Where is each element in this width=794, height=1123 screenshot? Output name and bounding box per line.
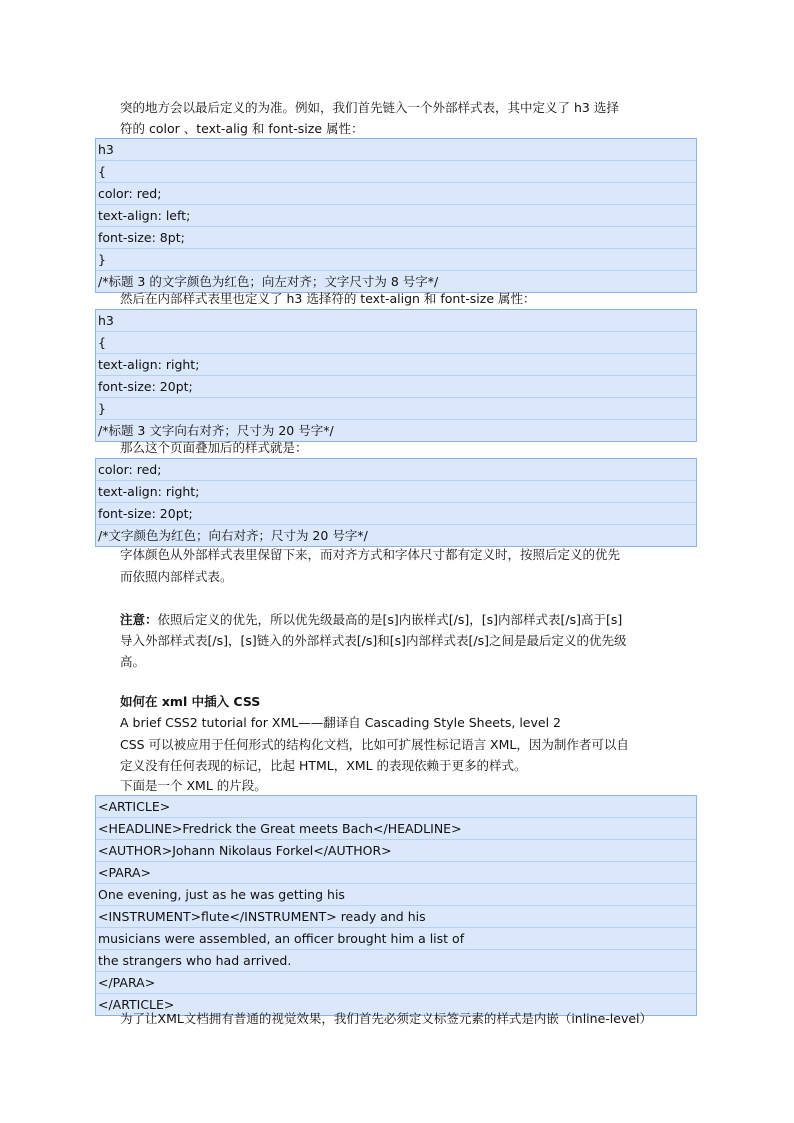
paragraph-line: 下面是一个 XML 的片段。	[120, 778, 267, 793]
code-line: One evening, just as he was getting his	[96, 884, 696, 906]
code-line: <PARA>	[96, 862, 696, 884]
code-line: </PARA>	[96, 972, 696, 994]
code-line: font-size: 20pt;	[96, 503, 696, 525]
code-line: {	[96, 332, 696, 354]
code-line: color: red;	[96, 183, 696, 205]
note-line	[120, 609, 622, 630]
code-line: font-size: 8pt;	[96, 227, 696, 249]
paragraph-line: 定义没有任何表现的标记，比起 HTML，XML 的表现依赖于更多的样式。	[120, 758, 527, 773]
note-label: 注意：	[120, 612, 158, 627]
paragraph-line: CSS 可以被应用于任何形式的结构化文档，比如可扩展性标记语言 XML，因为制作者可以自	[120, 737, 629, 752]
paragraph-line: 符的 color 、text-alig 和 font-size 属性：	[120, 121, 364, 136]
paragraph-line: 而依照内部样式表。	[120, 569, 233, 584]
code-line: <ARTICLE>	[96, 796, 696, 818]
code-line: color: red;	[96, 459, 696, 481]
code-line: font-size: 20pt;	[96, 376, 696, 398]
note-line: 导入外部样式表[/s]，[s]链入的外部样式表[/s]和[s]内部样式表[/s]之间是最后定义的优先级	[120, 633, 627, 648]
paragraph-line: 为了让XML文档拥有普通的视觉效果，我们首先必须定义标签元素的样式是内嵌（inline-level）	[120, 1011, 653, 1026]
paragraph-line: A brief CSS2 tutorial for XML——翻译自 Cascading Style Sheets, level 2	[120, 715, 561, 730]
code-block-combined-style	[95, 458, 697, 547]
code-line: the strangers who had arrived.	[96, 950, 696, 972]
section-heading: 如何在 xml 中插入 CSS	[120, 694, 261, 709]
code-line: musicians were assembled, an officer brought him a list of	[96, 928, 696, 950]
paragraph-line: 然后在内部样式表里也定义了 h3 选择符的 text-align 和 font-size 属性：	[120, 291, 536, 306]
code-comment: /*标题 3 文字向右对齐；尺寸为 20 号字*/	[98, 423, 334, 438]
code-line: text-align: right;	[96, 481, 696, 503]
code-line: text-align: right;	[96, 354, 696, 376]
note-line: 高。	[120, 654, 146, 669]
paragraph-line: 那么这个页面叠加后的样式就是：	[120, 440, 308, 455]
code-block-xml-fragment	[95, 795, 697, 1016]
code-line: }	[96, 398, 696, 420]
paragraph-line: 字体颜色从外部样式表里保留下来，而对齐方式和字体尺寸都有定义时，按照后定义的优先	[120, 547, 621, 562]
code-line: <HEADLINE>Fredrick the Great meets Bach</HEADLINE>	[96, 818, 696, 840]
code-line: <INSTRUMENT>flute</INSTRUMENT> ready and his	[96, 906, 696, 928]
code-block-external-stylesheet	[95, 138, 697, 293]
code-line: <AUTHOR>Johann Nikolaus Forkel</AUTHOR>	[96, 840, 696, 862]
code-line: }	[96, 249, 696, 271]
code-block-internal-stylesheet	[95, 309, 697, 442]
code-line: text-align: left;	[96, 205, 696, 227]
code-line: {	[96, 161, 696, 183]
code-line: h3	[96, 139, 696, 161]
code-line: </ARTICLE>	[98, 997, 175, 1012]
paragraph-line: 突的地方会以最后定义的为准。例如，我们首先链入一个外部样式表，其中定义了 h3 选择	[120, 100, 619, 115]
code-line: h3	[96, 310, 696, 332]
note-text: 依照后定义的优先，所以优先级最高的是[s]内嵌样式[/s]，[s]内部样式表[/s]高于[s]	[157, 612, 623, 627]
code-comment: /*文字颜色为红色；向右对齐；尺寸为 20 号字*/	[98, 528, 368, 543]
code-comment: /*标题 3 的文字颜色为红色；向左对齐；文字尺寸为 8 号字*/	[98, 274, 439, 289]
